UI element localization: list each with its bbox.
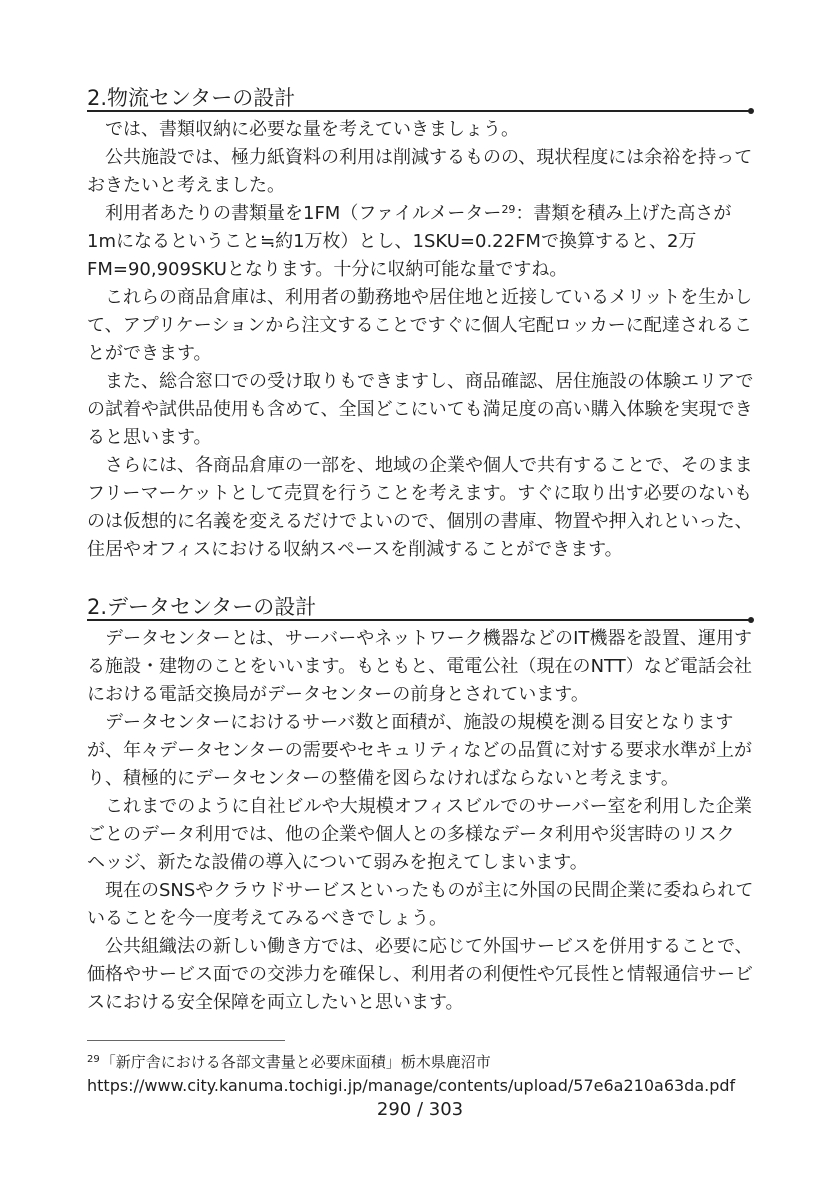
text-line: ると思います。 [87,427,212,448]
page-number: 290 / 303 [376,1099,464,1120]
text-line: ヘッジ、新たな設備の導入について弱みを抱えてしまいます。 [87,852,588,873]
text-line: また、総合窓口での受け取りもできますし、商品確認、居住施設の体験エリアで [105,371,754,392]
section-heading: 2.データセンターの設計 [87,595,317,619]
text-line: 1mになるということ≒約1万枚）とし、1SKU=0.22FMで換算すると、2万 [87,231,697,252]
heading-rule [87,110,751,112]
text-line: スにおける安全保障を両立したいと思います。 [87,992,464,1013]
paragraph [87,709,752,793]
text-line: の試着や試供品使用も含めて、全国どこにいても満足度の高い購入体験を実現でき [87,399,753,420]
text-line: フリーマーケットとして売買を行うことを考えます。すぐに取り出す必要のないも [87,483,752,504]
text-segment: ：書類を積み上げた高さが [515,203,732,224]
text-line: FM=90,909SKUとなります。十分に収納可能な量ですね。 [87,259,568,280]
paragraph [87,368,752,452]
text-line: 価格やサービス面での交渉力を確保し、利用者の利便性や冗長性と情報通信サービ [87,964,753,985]
heading-rule-end-dot [748,108,754,114]
text-line: における電話交換局がデータセンターの前身とされています。 [87,684,589,705]
text-line: り、積極的にデータセンターの整備を図らなければならないと考えます。 [87,768,679,789]
text-line [87,200,752,228]
footnote-ref[interactable]: 29 [501,203,516,216]
text-line: のは仮想的に名義を変えるだけでよいので、個別の書庫、物置や押入れといった、 [87,511,753,532]
heading-rule [87,619,751,621]
text-line: とができます。 [87,343,212,364]
footnote-url-link[interactable]: https://www.city.kanuma.tochigi.jp/manage/contents/upload/57e6a210a63da.pdf [87,1076,736,1095]
footnote [87,1050,787,1074]
text-line: データセンターにおけるサーバ数と面積が、施設の規模を測る目安となります [105,712,734,733]
footnote-marker: 29 [87,1054,100,1065]
paragraph [87,877,752,933]
text-segment: 利用者あたりの書類量を1FM（ファイルメーター [105,203,502,224]
text-line: 現在のSNSやクラウドサービスといったものが主に外国の民間企業に委ねられて [105,880,754,901]
paragraph [87,200,752,284]
text-line: 公共組織法の新しい働き方では、必要に応じて外国サービスを併用することで、 [105,936,753,957]
text-line: る施設・建物のことをいいます。もともと、電電公社（現在のNTT）など電話会社 [87,656,752,677]
text-line: ごとのデータ利用では、他の企業や個人との多様なデータ利用や災害時のリスク [87,824,735,845]
footnote-separator [87,1040,285,1041]
section-body [87,116,752,564]
text-line: データセンターとは、サーバーやネットワーク機器などのIT機器を設置、運用す [105,628,752,649]
text-line: が、年々データセンターの需要やセキュリティなどの品質に対する要求水準が上が [87,740,752,761]
text-line: 住居やオフィスにおける収納スペースを削減することができます。 [87,539,623,560]
text-line: さらには、各商品倉庫の一部を、地域の企業や個人で共有することで、そのまま [105,455,753,476]
text-line: て、アプリケーションから注文することですぐに個人宅配ロッカーに配達されるこ [87,315,752,336]
paragraph [87,793,752,877]
text-line: これまでのように自社ビルや大規模オフィスビルでのサーバー室を利用した企業 [105,796,752,817]
text-line: おきたいと考えました。 [87,175,285,196]
paragraph [87,452,752,564]
paragraph [87,625,752,709]
footnote-text: 「新庁舎における各部文書量と必要床面積」栃木県鹿沼市 [100,1053,491,1071]
text-line: 公共施設では、極力紙資料の利用は削減するものの、現状程度には余裕を持って [105,147,753,168]
paragraph [87,116,752,144]
section-body [87,625,752,1017]
section-heading: 2.物流センターの設計 [87,86,296,110]
paragraph [87,933,752,1017]
text-line: では、書類収納に必要な量を考えていきましょう。 [105,119,519,140]
text-line: いることを今一度考えてみるべきでしょう。 [87,908,447,929]
text-line: これらの商品倉庫は、利用者の勤務地や居住地と近接しているメリットを生かし [105,287,753,308]
paragraph [87,284,752,368]
paragraph [87,144,752,200]
heading-rule-end-dot [748,617,754,623]
